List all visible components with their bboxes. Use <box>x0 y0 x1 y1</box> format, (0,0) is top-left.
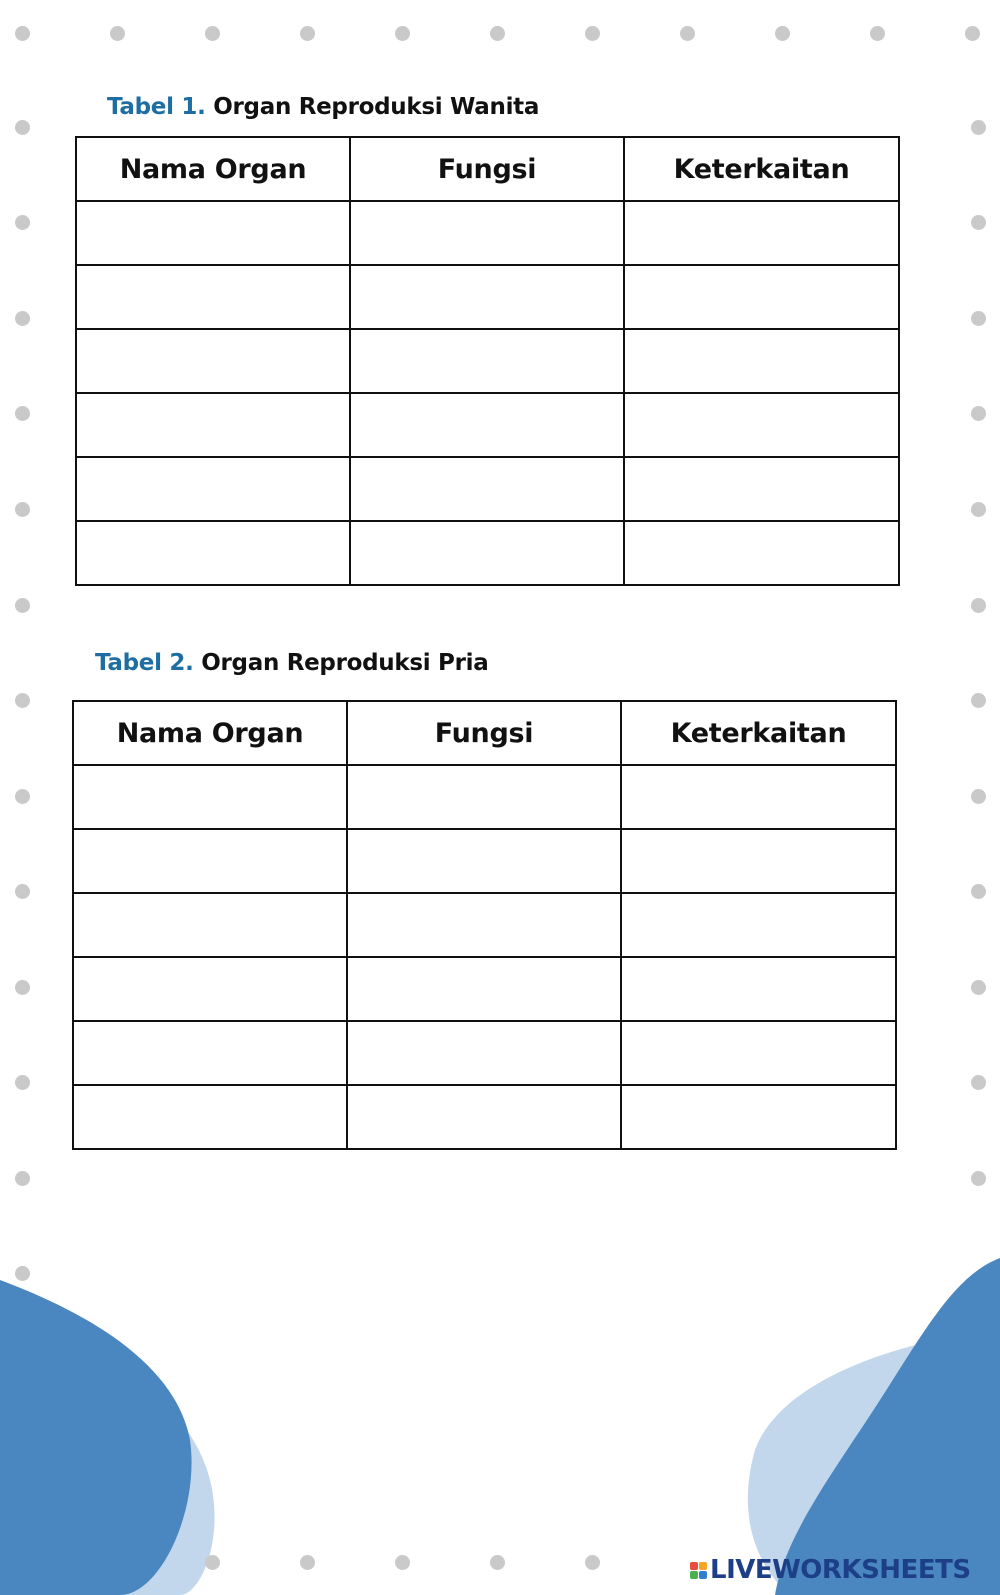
table-row <box>76 393 899 457</box>
decorative-dot <box>971 980 986 995</box>
fungsi-input[interactable] <box>348 830 620 892</box>
liveworksheets-logo-icon <box>690 1562 707 1579</box>
decorative-dot <box>15 120 30 135</box>
decorative-dot <box>971 1075 986 1090</box>
fungsi-input[interactable] <box>348 1022 620 1084</box>
fungsi-input[interactable] <box>348 1086 620 1148</box>
decorative-dot <box>971 120 986 135</box>
cell-nama-organ <box>76 393 350 457</box>
cell-nama-organ <box>73 829 347 893</box>
decorative-dot <box>15 1171 30 1186</box>
cell-fungsi <box>350 265 624 329</box>
decorative-dot <box>300 1555 315 1570</box>
table1-caption-title: Organ Reproduksi Wanita <box>213 94 540 120</box>
nama-organ-input[interactable] <box>77 458 349 520</box>
keterkaitan-input[interactable] <box>625 458 898 520</box>
keterkaitan-input[interactable] <box>625 202 898 264</box>
keterkaitan-input[interactable] <box>622 830 895 892</box>
fungsi-input[interactable] <box>351 458 623 520</box>
nama-organ-input[interactable] <box>77 330 349 392</box>
nama-organ-input[interactable] <box>77 522 349 584</box>
decorative-dot <box>395 1555 410 1570</box>
decorative-dot <box>971 406 986 421</box>
table-organ-pria <box>72 700 897 1150</box>
decorative-dot <box>15 1075 30 1090</box>
header-nama-organ: Nama Organ <box>73 701 347 765</box>
header-fungsi: Fungsi <box>350 137 624 201</box>
table-row <box>73 829 896 893</box>
decorative-dot <box>15 1266 30 1281</box>
fungsi-input[interactable] <box>351 202 623 264</box>
fungsi-input[interactable] <box>348 766 620 828</box>
cell-fungsi <box>347 893 621 957</box>
decorative-dot <box>775 26 790 41</box>
table2-caption-prefix: Tabel 2. <box>95 650 194 676</box>
cell-nama-organ <box>73 1021 347 1085</box>
decorative-dot <box>15 598 30 613</box>
nama-organ-input[interactable] <box>74 830 346 892</box>
decorative-dot <box>15 406 30 421</box>
liveworksheets-logo <box>690 1555 971 1585</box>
decorative-dot <box>15 693 30 708</box>
cell-keterkaitan <box>624 393 899 457</box>
keterkaitan-input[interactable] <box>622 894 895 956</box>
decorative-dot <box>15 980 30 995</box>
cell-keterkaitan <box>621 765 896 829</box>
cell-nama-organ <box>76 201 350 265</box>
decorative-dot <box>15 26 30 41</box>
decorative-dot <box>585 26 600 41</box>
table-row <box>76 329 899 393</box>
decorative-dot <box>205 26 220 41</box>
table-row <box>76 201 899 265</box>
decorative-dot <box>15 884 30 899</box>
cell-fungsi <box>347 1085 621 1149</box>
fungsi-input[interactable] <box>351 394 623 456</box>
decorative-dot <box>395 26 410 41</box>
table2-caption <box>95 650 488 676</box>
cell-fungsi <box>347 957 621 1021</box>
cell-keterkaitan <box>621 1085 896 1149</box>
cell-keterkaitan <box>624 521 899 585</box>
decorative-dot <box>965 26 980 41</box>
decorative-dot <box>300 26 315 41</box>
fungsi-input[interactable] <box>351 266 623 328</box>
decorative-dot <box>971 884 986 899</box>
keterkaitan-input[interactable] <box>625 522 898 584</box>
fungsi-input[interactable] <box>348 958 620 1020</box>
cell-keterkaitan <box>621 893 896 957</box>
keterkaitan-input[interactable] <box>622 1086 895 1148</box>
decorative-dot <box>971 311 986 326</box>
cell-nama-organ <box>76 265 350 329</box>
header-keterkaitan: Keterkaitan <box>624 137 899 201</box>
cell-fungsi <box>347 765 621 829</box>
keterkaitan-input[interactable] <box>622 1022 895 1084</box>
nama-organ-input[interactable] <box>77 394 349 456</box>
decorative-dot <box>15 789 30 804</box>
decorative-dot <box>205 1555 220 1570</box>
decorative-dot <box>971 1171 986 1186</box>
cell-fungsi <box>350 329 624 393</box>
decorative-dot <box>971 502 986 517</box>
cell-keterkaitan <box>624 457 899 521</box>
keterkaitan-input[interactable] <box>625 330 898 392</box>
nama-organ-input[interactable] <box>74 1022 346 1084</box>
decorative-dot <box>15 311 30 326</box>
decorative-dot <box>971 598 986 613</box>
nama-organ-input[interactable] <box>77 266 349 328</box>
cell-nama-organ <box>76 329 350 393</box>
decorative-dot <box>971 215 986 230</box>
table1-caption <box>107 94 539 120</box>
table-header-row <box>76 137 899 201</box>
cell-nama-organ <box>73 957 347 1021</box>
cell-keterkaitan <box>624 265 899 329</box>
cell-fungsi <box>350 201 624 265</box>
decorative-dot <box>490 1555 505 1570</box>
decorative-dot <box>680 26 695 41</box>
decorative-dot <box>490 26 505 41</box>
keterkaitan-input[interactable] <box>625 394 898 456</box>
table-header-row <box>73 701 896 765</box>
decorative-dot <box>110 26 125 41</box>
cell-fungsi <box>350 393 624 457</box>
cell-fungsi <box>347 829 621 893</box>
cell-nama-organ <box>73 893 347 957</box>
cell-keterkaitan <box>621 957 896 1021</box>
nama-organ-input[interactable] <box>74 894 346 956</box>
table1-caption-prefix: Tabel 1. <box>107 94 206 120</box>
table-row <box>76 457 899 521</box>
cell-nama-organ <box>76 521 350 585</box>
cell-fungsi <box>350 457 624 521</box>
table-row <box>73 957 896 1021</box>
nama-organ-input[interactable] <box>74 958 346 1020</box>
decorative-dot <box>585 1555 600 1570</box>
cell-nama-organ <box>73 765 347 829</box>
table-organ-wanita <box>75 136 900 586</box>
decorative-dot <box>15 502 30 517</box>
keterkaitan-input[interactable] <box>625 266 898 328</box>
blob-left-dark <box>0 1280 192 1595</box>
table-row <box>76 521 899 585</box>
nama-organ-input[interactable] <box>74 1086 346 1148</box>
table-row <box>73 1085 896 1149</box>
fungsi-input[interactable] <box>351 522 623 584</box>
decorative-dot <box>15 215 30 230</box>
fungsi-input[interactable] <box>351 330 623 392</box>
nama-organ-input[interactable] <box>74 766 346 828</box>
decorative-dot <box>971 693 986 708</box>
cell-keterkaitan <box>621 1021 896 1085</box>
header-keterkaitan: Keterkaitan <box>621 701 896 765</box>
cell-nama-organ <box>76 457 350 521</box>
keterkaitan-input[interactable] <box>622 766 895 828</box>
cell-fungsi <box>347 1021 621 1085</box>
table-row <box>76 265 899 329</box>
decorative-dot <box>870 26 885 41</box>
cell-fungsi <box>350 521 624 585</box>
header-nama-organ: Nama Organ <box>76 137 350 201</box>
header-fungsi: Fungsi <box>347 701 621 765</box>
cell-keterkaitan <box>624 329 899 393</box>
decorative-dot <box>971 789 986 804</box>
table2-caption-title: Organ Reproduksi Pria <box>201 650 489 676</box>
cell-keterkaitan <box>624 201 899 265</box>
table-row <box>73 1021 896 1085</box>
nama-organ-input[interactable] <box>77 202 349 264</box>
keterkaitan-input[interactable] <box>622 958 895 1020</box>
logo-text: LIVEWORKSHEETS <box>710 1555 971 1585</box>
fungsi-input[interactable] <box>348 894 620 956</box>
table-row <box>73 765 896 829</box>
cell-nama-organ <box>73 1085 347 1149</box>
cell-keterkaitan <box>621 829 896 893</box>
table-row <box>73 893 896 957</box>
